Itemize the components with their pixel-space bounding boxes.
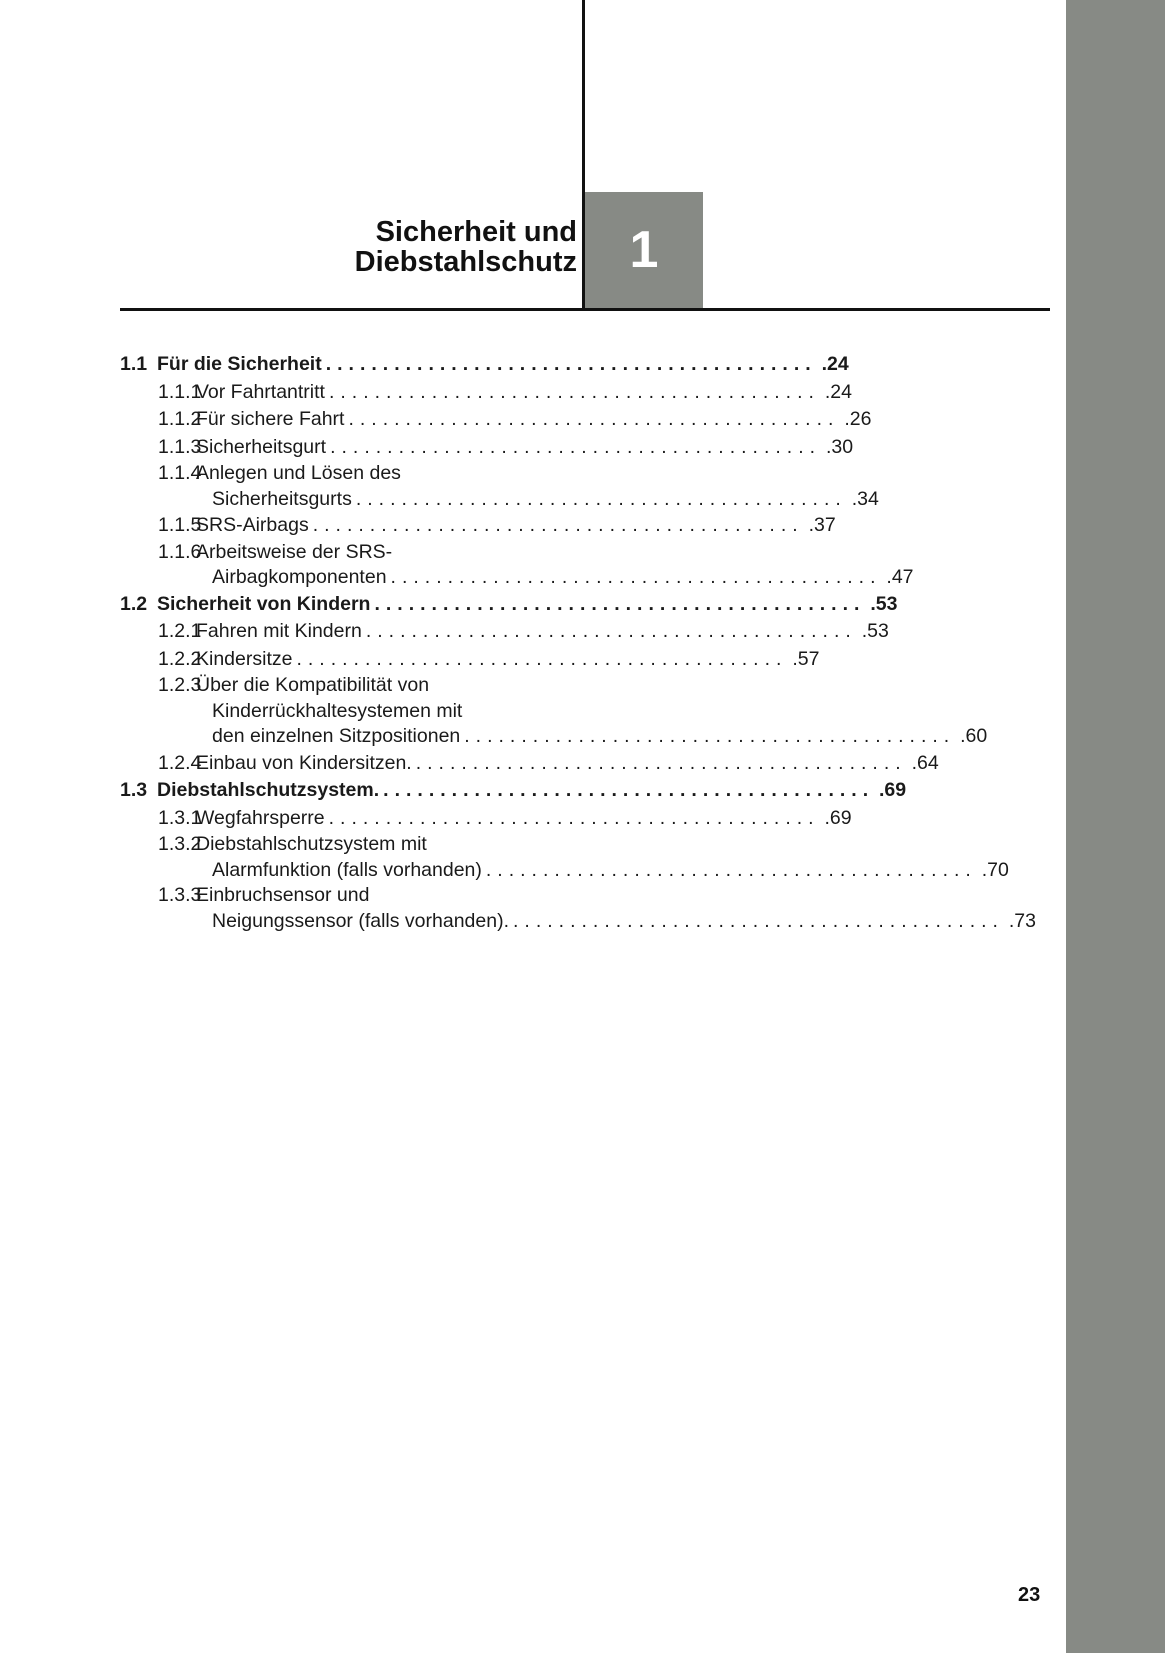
toc-title: Vor Fahrtantritt xyxy=(196,380,325,403)
page-number: 23 xyxy=(1018,1584,1041,1606)
toc-title: Für die Sicherheit xyxy=(157,353,322,375)
toc-leader: ........................................... xyxy=(328,380,820,403)
toc-page: .69 xyxy=(824,806,852,829)
toc-page: .47 xyxy=(886,566,914,588)
toc-title-line2: Alarmfunktion (falls vorhanden) xyxy=(212,858,482,881)
toc-page: .34 xyxy=(851,487,879,510)
toc-page: .24 xyxy=(821,353,849,375)
toc-num: 1.1 xyxy=(120,353,148,375)
side-thumb-tab xyxy=(1066,0,1165,1653)
toc-entry-1-1-5[interactable] xyxy=(120,512,836,540)
toc-page: .70 xyxy=(981,858,1009,881)
toc-num: 1.1.5 xyxy=(158,514,202,536)
toc-page: .60 xyxy=(960,725,988,747)
toc-leader: ........................................... xyxy=(365,620,857,642)
toc-entry-1-3-2[interactable] xyxy=(120,832,1009,883)
toc-title-line1: Einbruchsensor und xyxy=(196,884,370,906)
toc-entry-1-3-3[interactable] xyxy=(120,883,1036,934)
toc-num: 1.2 xyxy=(120,592,148,615)
toc-page: .26 xyxy=(844,408,872,430)
toc-leader: ........................................... xyxy=(485,858,977,881)
toc-leader: ........................................... xyxy=(374,592,866,615)
chapter-number-box xyxy=(585,192,703,308)
toc-leader: ........................................... xyxy=(464,725,956,747)
toc-leader: ........................................... xyxy=(328,806,820,829)
toc-entry-1-2-1[interactable] xyxy=(120,618,889,646)
toc-entry-1-2[interactable] xyxy=(120,591,898,619)
toc-num: 1.2.4 xyxy=(158,751,202,774)
toc-page: .53 xyxy=(870,592,898,615)
header-rule xyxy=(120,308,1050,311)
toc-leader: ........................................... xyxy=(348,408,840,430)
toc-page: .24 xyxy=(824,380,852,403)
toc-leader: ........................................... xyxy=(355,487,847,510)
toc-page: .57 xyxy=(792,647,820,670)
toc-num: 1.2.1 xyxy=(158,620,202,642)
toc-page: .73 xyxy=(1008,909,1036,932)
toc-num: 1.2.2 xyxy=(158,647,202,670)
toc-page: .53 xyxy=(861,620,889,642)
toc-num: 1.1.3 xyxy=(158,435,202,458)
toc-entry-1-1-2[interactable] xyxy=(120,406,872,434)
toc-entry-1-2-3[interactable] xyxy=(120,673,988,750)
toc-title-line3: den einzelnen Sitzpositionen xyxy=(212,725,461,747)
toc-page: .64 xyxy=(911,751,939,774)
toc-num: 1.1.1 xyxy=(158,380,202,403)
toc-num: 1.1.4 xyxy=(158,462,202,484)
toc-num: 1.2.3 xyxy=(158,674,202,696)
table-of-contents xyxy=(120,351,1036,934)
toc-num: 1.1.2 xyxy=(158,408,202,430)
toc-title-line2: Kinderrückhaltesystemen mit xyxy=(212,699,463,722)
toc-entry-1-3-1[interactable] xyxy=(120,805,852,833)
toc-title: Wegfahrsperre xyxy=(196,806,325,829)
toc-num: 1.3.3 xyxy=(158,884,202,906)
toc-title-line2: Neigungssensor (falls vorhanden). xyxy=(212,909,509,932)
toc-num: 1.3.1 xyxy=(158,806,202,829)
toc-title: Sicherheit von Kindern xyxy=(157,592,371,615)
toc-title-line1: Anlegen und Lösen des xyxy=(196,462,401,484)
toc-title-line2: Airbagkomponenten xyxy=(212,566,387,588)
toc-entry-1-2-4[interactable] xyxy=(120,750,939,778)
toc-entry-1-2-2[interactable] xyxy=(120,646,820,674)
toc-title: Kindersitze xyxy=(196,647,293,670)
toc-page: .37 xyxy=(808,514,836,536)
toc-page: .69 xyxy=(879,779,907,801)
chapter-title-line1: Sicherheit und xyxy=(375,216,577,248)
toc-leader: ........................................... xyxy=(513,909,1004,932)
chapter-title-line2: Diebstahlschutz xyxy=(354,246,577,278)
toc-page: .30 xyxy=(825,435,854,458)
toc-leader: ........................................... xyxy=(330,435,822,458)
toc-leader: ........................................... xyxy=(415,751,907,774)
toc-entry-1-1-1[interactable] xyxy=(120,379,852,407)
toc-leader: ........................................... xyxy=(383,779,875,801)
toc-num: 1.3 xyxy=(120,779,148,801)
toc-entry-1-1[interactable] xyxy=(120,351,849,379)
chapter-number: 1 xyxy=(629,221,659,279)
toc-title: Für sichere Fahrt xyxy=(196,408,345,430)
toc-title: Einbau von Kindersitzen. xyxy=(196,751,412,774)
toc-leader: ........................................... xyxy=(325,353,817,375)
toc-leader: ........................................... xyxy=(312,514,804,536)
toc-entry-1-1-3[interactable] xyxy=(120,434,854,462)
toc-entry-1-3[interactable] xyxy=(120,777,907,805)
toc-entry-1-1-6[interactable] xyxy=(120,540,914,591)
toc-title: Fahren mit Kindern xyxy=(196,620,362,642)
toc-title: Diebstahlschutzsystem. xyxy=(157,779,380,801)
toc-num: 1.1.6 xyxy=(158,540,202,563)
toc-leader: ........................................... xyxy=(296,647,788,670)
toc-entry-1-1-4[interactable] xyxy=(120,461,879,512)
toc-title-line1: Arbeitsweise der SRS- xyxy=(196,540,393,563)
toc-title-line1: Über die Kompatibilität von xyxy=(196,674,430,696)
toc-title-line1: Diebstahlschutzsystem mit xyxy=(196,833,427,855)
toc-title: SRS-Airbags xyxy=(196,514,309,536)
toc-leader: ........................................... xyxy=(390,566,882,588)
chapter-title xyxy=(355,217,577,277)
toc-num: 1.3.2 xyxy=(158,833,202,855)
toc-title-line2: Sicherheitsgurts xyxy=(212,487,352,510)
toc-title: Sicherheitsgurt xyxy=(196,435,327,458)
